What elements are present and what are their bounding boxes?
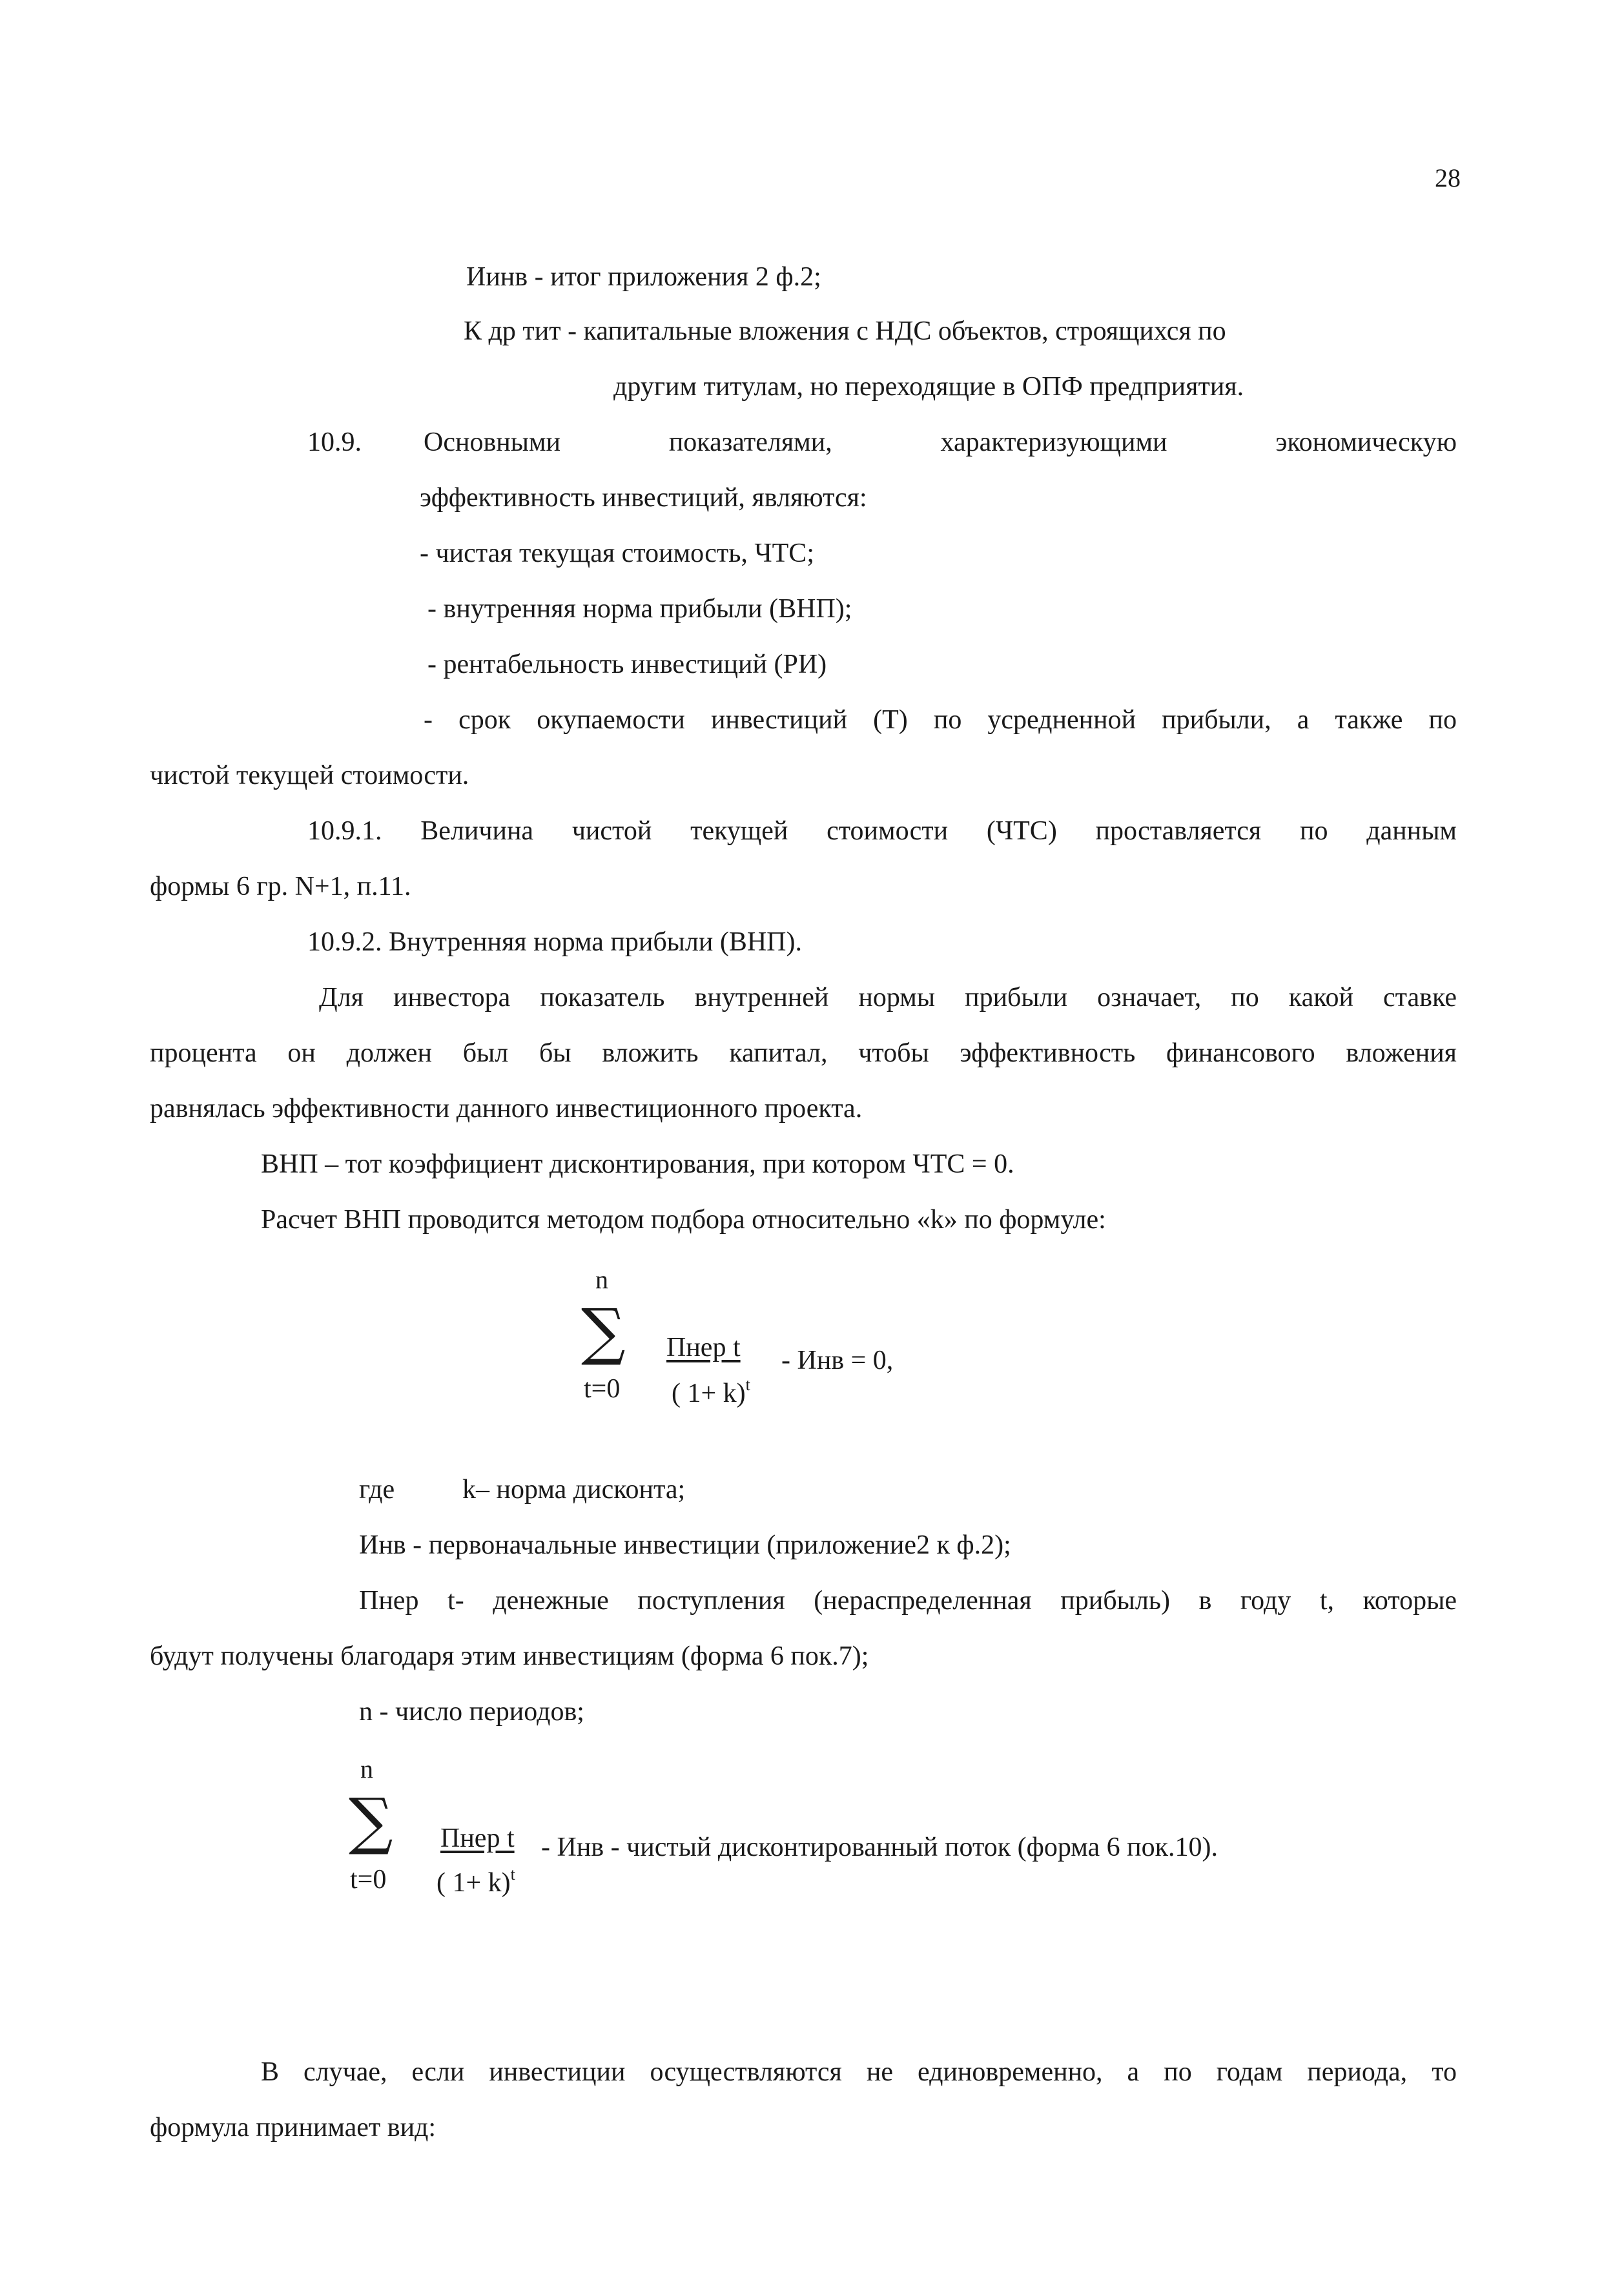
fraction2-numerator	[440, 1825, 515, 1852]
section-10-9-2-title: 10.9.2. Внутренняя норма прибыли (ВНП).	[307, 927, 802, 957]
def-k-dr-line1: К др тит - капитальные вложения с НДС объектов, строящихся по	[464, 316, 1226, 346]
where-label: где	[359, 1475, 395, 1505]
section-10-9-first-line	[424, 429, 1457, 456]
def-inv: Инв - первоначальные инвестиции (приложение2 к ф.2);	[359, 1530, 1011, 1560]
denominator-exponent: t	[745, 1375, 750, 1394]
list-item-payback: - срок окупаемости инвестиций (Т) по усредненной прибыли, а также по	[424, 705, 1457, 735]
denominator2-text: ( 1+ k)	[437, 1868, 511, 1898]
formula2-tail: - Инв - чистый дисконтированный поток (форма 6 пок.10).	[541, 1833, 1218, 1862]
def-n: n - число периодов;	[359, 1697, 584, 1727]
section-number-10-9: 10.9.	[307, 427, 362, 457]
word-3: характеризующими	[940, 427, 1167, 457]
list-item-profitability: - рентабельность инвестиций (РИ)	[427, 650, 827, 679]
def-pner-line2: будут получены благодаря этим инвестициям (форма 6 пок.7);	[150, 1641, 869, 1671]
irr-paragraph-line2: процента он должен был бы вложить капитал, чтобы эффективность финансового вложения	[150, 1038, 1457, 1068]
def-k-dr-line2: другим титулам, но переходящие в ОПФ предприятия.	[613, 372, 1244, 402]
def-i-inv: Иинв - итог приложения 2 ф.2;	[466, 262, 821, 292]
sum-upper-limit: n	[595, 1265, 608, 1294]
def-k: k– норма дисконта;	[462, 1475, 686, 1505]
denominator-text: ( 1+ k)	[672, 1379, 746, 1408]
final-paragraph-line1: В случае, если инвестиции осуществляются не единовременно, а по годам периода, то	[261, 2057, 1457, 2087]
sum-lower-limit: t=0	[584, 1374, 621, 1404]
section-10-9-1-line1: 10.9.1. Величина чистой текущей стоимости (ЧТС) проставляется по данным	[307, 816, 1457, 846]
formula-tail: - Инв = 0,	[781, 1346, 894, 1375]
section-10-9-1-line2: формы 6 гр. N+1, п.11.	[150, 872, 411, 901]
sum2-lower-limit: t=0	[350, 1865, 387, 1895]
def-pner-line1: Пнер t- денежные поступления (нераспределенная прибыль) в году t, которые	[359, 1586, 1457, 1616]
word-4: экономическую	[1275, 427, 1457, 457]
irr-paragraph-line3: равнялась эффективности данного инвестиционного проекта.	[150, 1094, 863, 1124]
word-2: показателями,	[668, 427, 832, 457]
page-number: 28	[1435, 163, 1461, 192]
list-item-irr: - внутренняя норма прибыли (ВНП);	[427, 594, 852, 624]
irr-calculation-intro: Расчет ВНП проводится методом подбора относительно «k» по формуле:	[261, 1205, 1106, 1235]
numerator-text: Пнер t	[666, 1333, 741, 1362]
numerator2-text: Пнер t	[440, 1823, 515, 1853]
list-item-npv: - чистая текущая стоимость, ЧТС;	[420, 539, 814, 568]
final-paragraph-line2: формула принимает вид:	[150, 2113, 437, 2142]
list-item-payback-cont: чистой текущей стоимости.	[150, 761, 469, 790]
fraction-numerator	[666, 1334, 741, 1361]
sigma2-symbol: ∑	[349, 1785, 393, 1857]
irr-definition: ВНП – тот коэффициент дисконтирования, при котором ЧТС = 0.	[261, 1149, 1014, 1179]
fraction-denominator	[672, 1377, 750, 1407]
irr-paragraph-line1: Для инвестора показатель внутренней нормы прибыли означает, по какой ставке	[319, 983, 1457, 1012]
sigma-symbol: ∑	[581, 1295, 626, 1368]
sum2-upper-limit: n	[360, 1754, 373, 1783]
denominator2-exponent: t	[510, 1865, 515, 1884]
word-1: Основными	[424, 427, 561, 457]
fraction2-denominator	[437, 1866, 515, 1896]
section-10-9-line2: эффективность инвестиций, являются:	[420, 483, 867, 513]
